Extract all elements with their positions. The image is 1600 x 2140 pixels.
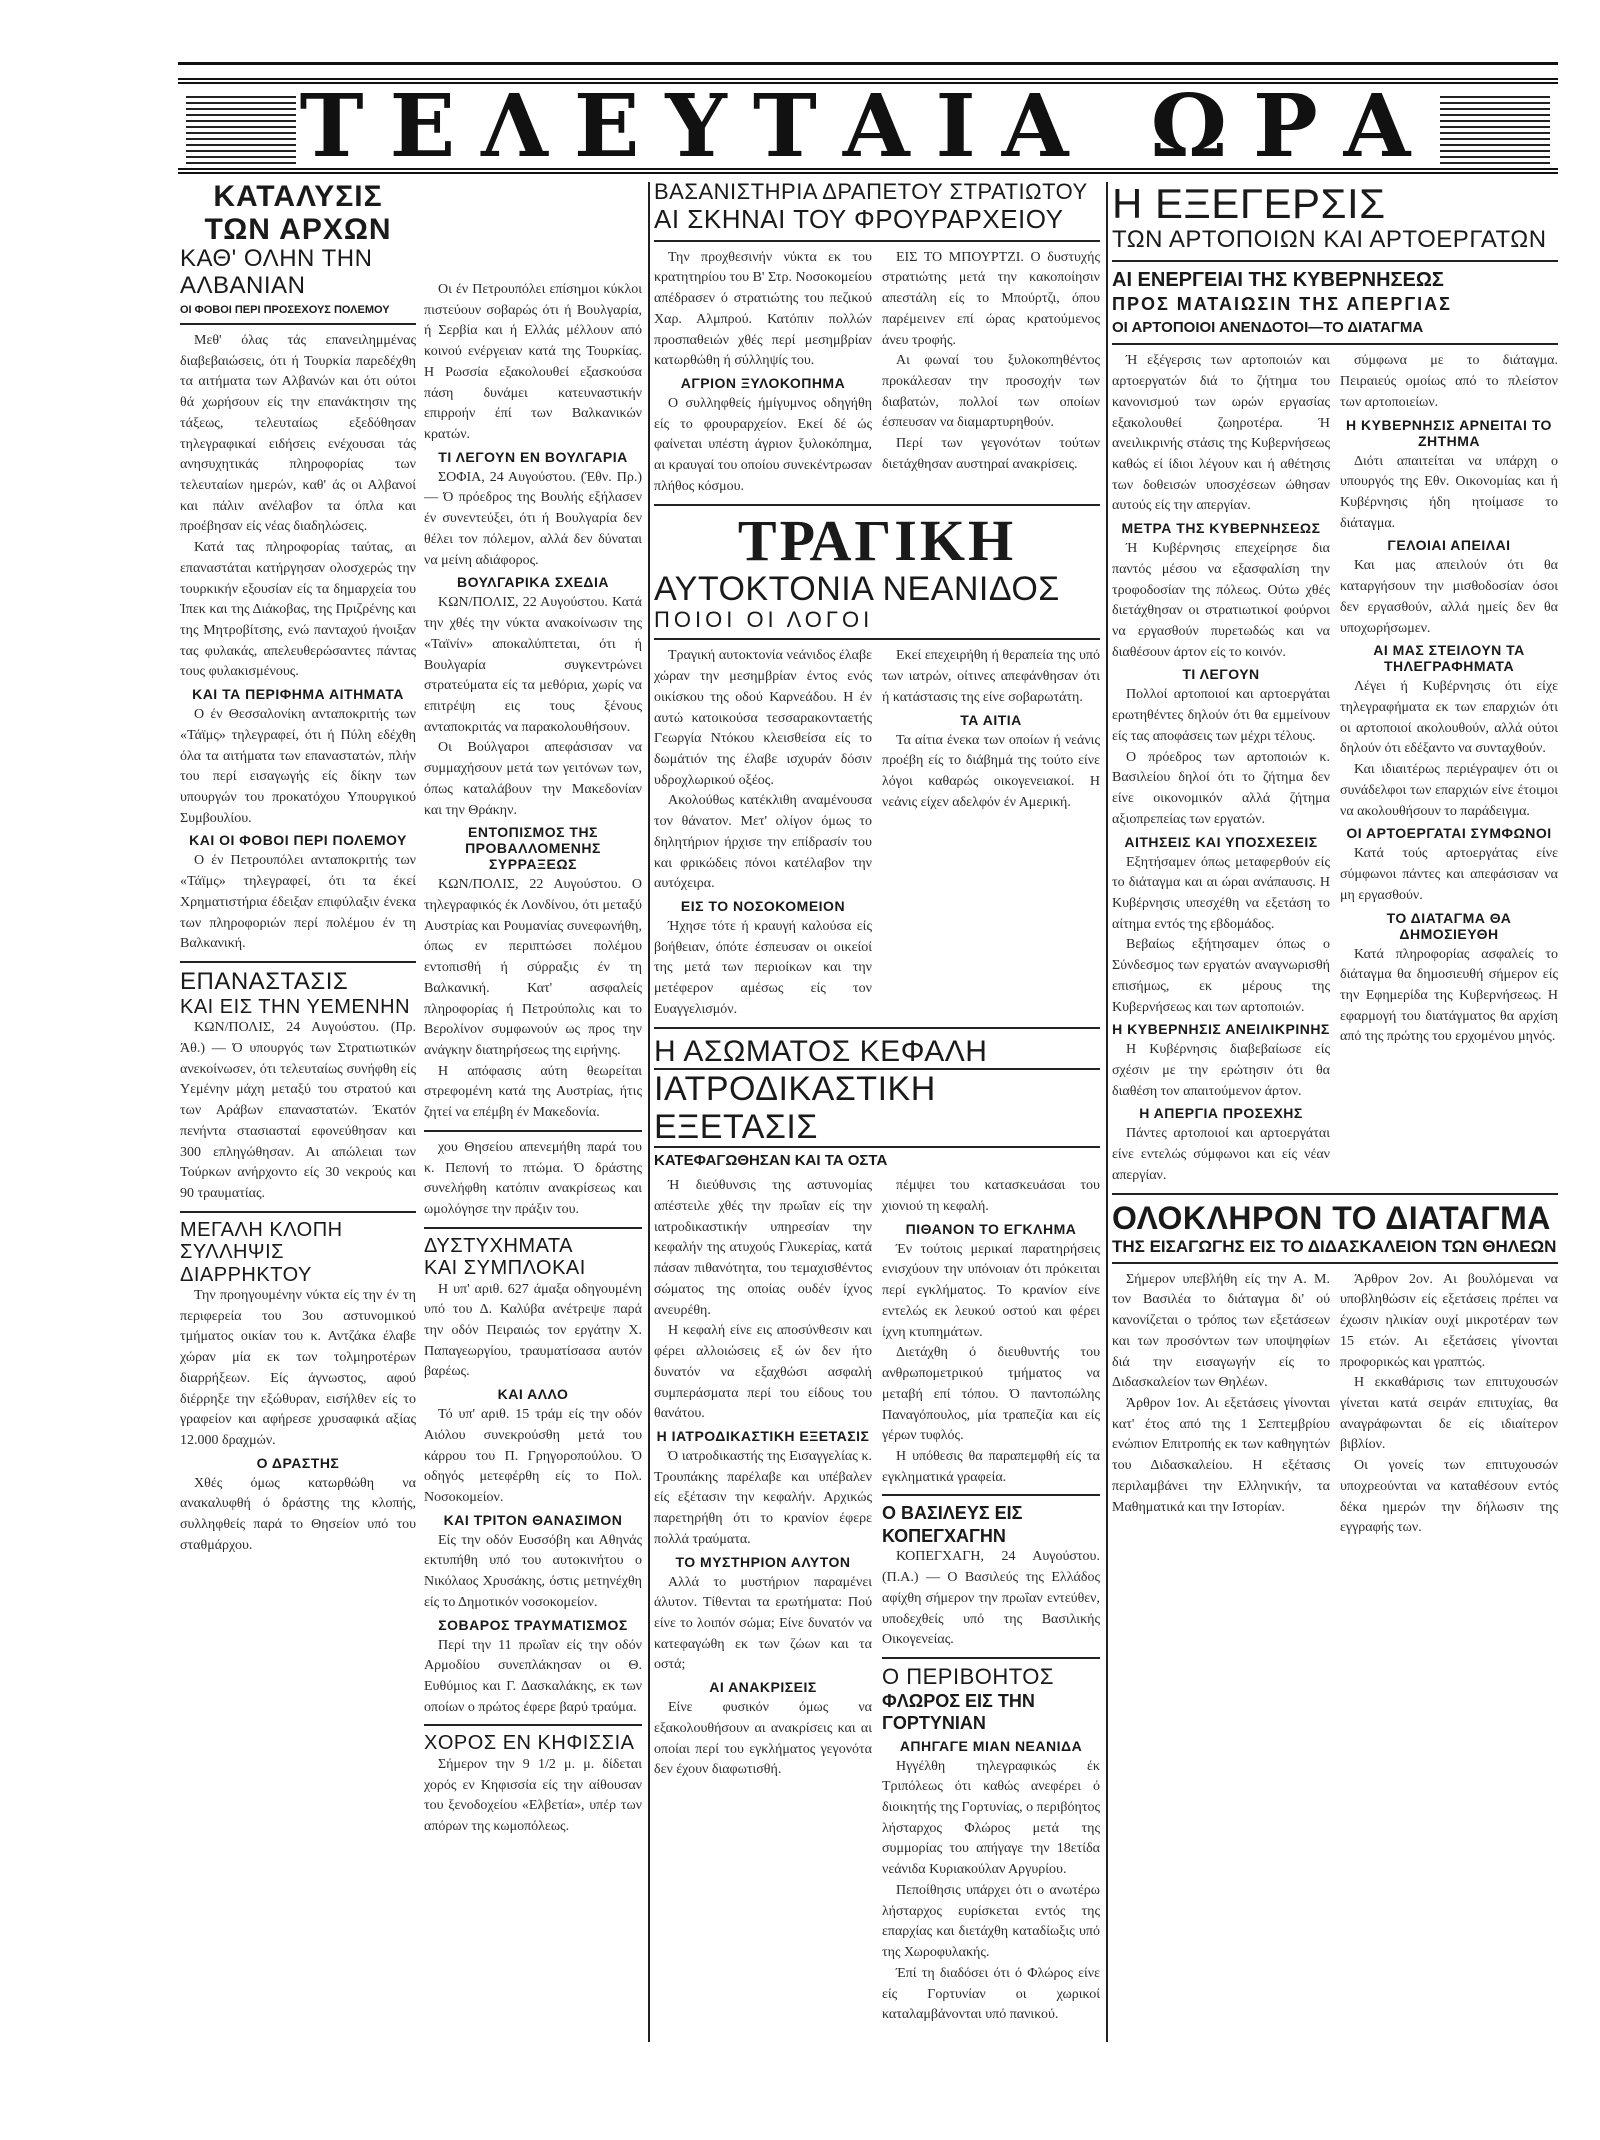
headline: ΚΑΘ' ΟΛΗΝ ΤΗΝ ΑΛΒΑΝΙΑΝ: [180, 245, 373, 299]
divider: [1112, 1193, 1558, 1195]
section-subhead: ΤΟ ΜΥΣΤΗΡΙΟΝ ΑΛΥΤΟΝ: [675, 1553, 851, 1570]
article-paragraph: Ή διεύθυνσις της αστυνομίας απέστειλε χθές την πρωΐαν είς την ιατροδικαστικήν υπηρεσίαν την κεφαλήν της ατυχούς Γλυκερίας, κατά πάσαν πιθανότητα, του τεμαχισθέντος σώματος της οποίας ουδέν ίχνος ανευρέθη.: [654, 1178, 872, 1318]
section-subhead: ΤΙ ΛΕΓΟΥΝ ΕΝ ΒΟΥΛΓΑΡΙΑ: [438, 448, 628, 465]
headline: ΟΛΟΚΛΗΡΟΝ ΤΟ ΔΙΑΤΑΓΜΑ: [1112, 1199, 1551, 1236]
masthead-hatch-right: [1440, 92, 1550, 164]
headline: Η ΑΣΩΜΑΤΟΣ ΚΕΦΑΛΗ: [654, 1034, 988, 1068]
article-paragraph: Ηγγέλθη τηλεγραφικώς έκ Τριπόλεως ότι καθώς ανεφέρει ό διοικητής της Γορτυνίας, ο περιβόητος λήσταρχος Φλώρος μετά της συμμορίας του απήγαγε την 18ετίδα νεάνιδα Κυριακούλαν Αργυρίου.: [882, 1758, 1100, 1878]
subcolumn: [1112, 351, 1330, 1186]
column-separator: [1106, 182, 1108, 2042]
article-paragraph: Είνε φυσικόν όμως να εξακολουθήσουν αι ανακρίσεις και αι οποίαι περί του εγκλήματος γεγονότα δεν έχουν διαφωτισθή.: [654, 1700, 872, 1778]
article-paragraph: Διότι απαιτείται να υπάρχη ο υπουργός της Εθν. Οικονομίας και ή Κυβέρνησις ήδη ητοίμασε το διάταγμα.: [1340, 453, 1558, 531]
column-2: [424, 280, 642, 2140]
article-paragraph: Πάντες αρτοποιοί και αρτοεργάται είνε εντελώς σύμφωνοι και είς νέαν απεργίαν.: [1112, 1126, 1330, 1183]
article-paragraph: Ο έν Πετρουπόλει ανταποκριτής των «Τάϊμς» τηλεγραφεί, ότι τα έκεί Χρηματιστήρια έδειξαν επιφύλαξιν ένεκα των πληροφοριών περί πολέμου έν τη Βαλκανική.: [180, 853, 416, 952]
subcolumn: [882, 646, 1100, 1020]
section-subhead: ΠΙΘΑΝΟΝ ΤΟ ΕΓΚΛΗΜΑ: [905, 1220, 1077, 1237]
article-paragraph: ΣΟΦΙΑ, 24 Αυγούστου. (Έθν. Πρ.) — Ό πρόεδρος της Βουλής εξήλασεν έν συνεντεύξει, ότι ή Βουλγαρία δεν θέλει τον πόλεμον, αλλά δεν δύναται να μείνη αδιάφορος.: [424, 469, 642, 568]
section-subhead: ΚΑΙ ΑΛΛΟ: [497, 1386, 569, 1403]
divider: [654, 240, 1100, 242]
masthead: [178, 75, 1558, 177]
section-subhead: ΚΑΙ ΤΡΙΤΟΝ ΘΑΝΑΣΙΜΟΝ: [443, 1511, 623, 1528]
section-subhead: ΕΝΤΟΠΙΣΜΟΣ ΤΗΣ ΠΡΟΒΑΛΛΟΜΕΝΗΣ ΣΥΡΡΑΞΕΩΣ: [465, 824, 601, 873]
headline: ΤΗΣ ΕΙΣΑΓΩΓΗΣ ΕΙΣ ΤΟ ΔΙΔΑΣΚΑΛΕΙΟΝ ΤΩΝ ΘΗΛΕΩΝ: [1112, 1236, 1558, 1263]
subheadline: ΟΙ ΦΟΒΟΙ ΠΕΡΙ ΠΡΟΣΕΧΟΥΣ ΠΟΛΕΜΟΥ: [180, 303, 390, 316]
article-paragraph: Βεβαίως εξήτησαμεν όπως ο Σύνδεσμος των εργατών αναγνωρισθή επισήμως, εκ μέρους της Κυβερνήσεως και των αρτοποιών.: [1112, 937, 1330, 1015]
divider: [1112, 260, 1558, 262]
subcolumn: [654, 646, 872, 1020]
two-column-block: [1112, 351, 1558, 1186]
article-paragraph: Και μας απειλούν ότι θα καταργήσουν την μισθοδοσίαν όσοι δεν εργασθούν, αλλά ημείς δεν θα υποχωρήσωμεν.: [1340, 558, 1558, 636]
article-paragraph: Η υπόθεσις θα παραπεμφθή είς τα εγκληματικά γραφεία.: [882, 1448, 1100, 1485]
article-paragraph: Η εκκαθάρισις των επιτυχουσών γίνεται κατά σειράν επιτυχίας, θα αναγράφωνται δε είς ιδιαίτερον βιβλίον.: [1340, 1375, 1558, 1453]
article-paragraph: Ακολούθως κατέκλιθη αναμένουσα τον θάνατον. Μετ' ολίγον όμως το δηλητήριον ήρχισε την επίδρασίν του και φρικώδεις πόνοι κατέλαβον την αυτόχειρα.: [654, 793, 872, 892]
headline: ΠΡΟΣ ΜΑΤΑΙΩΣΙΝ ΤΗΣ ΑΠΕΡΓΙΑΣ: [1112, 293, 1452, 314]
headline: ΚΑΤΑΛΥΣΙΣ ΤΩΝ ΑΡΧΩΝ: [204, 180, 392, 246]
article-paragraph: Η απόφασις αύτη θεωρείται στρεφομένη κατά της Αυστρίας, ήτις ζητεί να επέμβη έν Μακεδονία.: [424, 1063, 642, 1121]
headline: ΧΟΡΟΣ ΕΝ ΚΗΦΙΣΣΙΑ: [424, 1732, 635, 1755]
headline: ΦΛΩΡΟΣ ΕΙΣ ΤΗΝ ΓΟΡΤΥΝΙΑΝ: [882, 1690, 1035, 1734]
article-paragraph: Έν τούτοις μερικαί παρατηρήσεις ενισχύουν την υπόνοιαν ότι πρόκειται περί εγκλήματος. Το κρανίον είνε εντελώς εκ λευκού οστού και φέρει ίχνη κτυπημάτων.: [882, 1241, 1100, 1340]
section-subhead: ΑΙ ΜΑΣ ΣΤΕΙΛΟΥΝ ΤΑ ΤΗΛΕΓΡΑΦΗΜΑΤΑ: [1373, 642, 1525, 675]
two-column-block: [654, 248, 1100, 498]
article-paragraph: Μεθ' όλας τάς επανειλημμένας διαβεβαιώσεις, ότι ή Τουρκία παρεδέχθη τα αιτήματα των Αλβανών και ότι ούτοι θά χωρήσουν είς την επανάκτησιν της τάξεως, τελευταίως εξεδόθησαν τηλεγραφικαί ειδήσεις ενέχουσαι τάς ανησυχητικάς πληροφορίας των τελευταίων ημερών, καθ' άς οι Αλβανοί και πάλιν ανέλαβον τα όπλα και προέβησαν είς νέας διαδηλώσεις.: [180, 332, 416, 535]
headline: ΕΠΑΝΑΣΤΑΣΙΣ: [180, 968, 349, 996]
section-subhead: ΤΙ ΛΕΓΟΥΝ: [1182, 666, 1260, 683]
article-paragraph: Ο έν Θεσσαλονίκη ανταποκριτής των «Τάϊμς» τηλεγραφεί, ότι ή Πύλη εδέχθη όλα τα αιτήματα των επαναστατών, πλήν του περί εισαγωγής είς δίκην των υπουργών του προκατόχου Υπουργικού Συμβουλίου.: [180, 707, 416, 826]
divider: [654, 1027, 1100, 1029]
section-subhead: Η ΑΠΕΡΓΙΑ ΠΡΟΣΕΧΗΣ: [1139, 1105, 1303, 1122]
divider: [882, 1657, 1100, 1659]
article-paragraph: Ή εξέγερσις των αρτοποιών και αρτοεργατών διά το ζήτημα του κανονισμού των ωρών εργασίας εξακολουθεί ζωηροτέρα. Ή ανειλικρινής στάσις της Κυβερνήσεως καθώς εί ίδιοι λέγουν και ή αθέτησις των δοθεισών υποσχέσεων ώθησαν αυτούς είς την απεργίαν.: [1112, 353, 1330, 514]
article-paragraph: Οι Βούλγαροι απεφάσισαν να συμμαχήσουν μετά των γειτόνων των, όπως καταλάβουν την Μακεδονίαν και την Θράκην.: [424, 740, 642, 818]
section-subhead: ΚΑΙ ΟΙ ΦΟΒΟΙ ΠΕΡΙ ΠΟΛΕΜΟΥ: [189, 832, 407, 849]
article-paragraph: Λέγει ή Κυβέρνησις ότι είχε τηλεγραφήματα εκ των επαρχιών ότι οι αρτοποιοί ακολουθούν, αλλά ούτοι δηλούν ότι εδέξαντο να συνταχθούν.: [1340, 679, 1558, 757]
headline: ΑΥΤΟΚΤΟΝΙΑ ΝΕΑΝΙΔΟΣ: [654, 569, 1060, 608]
headline: ΣΥΛΛΗΨΙΣ ΔΙΑΡΡΗΚΤΟΥ: [180, 1241, 312, 1286]
article-paragraph: Πολλοί αρτοποιοί και αρτοεργάται ερωτηθέντες δηλούν ότι θα εμμείνουν είς τας αποφάσεις των μέχρι τέλους.: [1112, 687, 1330, 744]
subcolumn: [882, 248, 1100, 498]
article-paragraph: χου Θησείου απενεμήθη παρά του κ. Πεπονή το πτώμα. Ό δράστης συνελήφθη κατόπιν ανακρίσεως και ωμολόγησε την πράξιν του.: [424, 1139, 642, 1218]
two-column-block: [654, 646, 1100, 1020]
column-separator: [648, 182, 650, 2042]
masthead-title: ΤΕΛΕΥΤΑΙΑ ΩΡΑ: [299, 75, 1437, 177]
article-paragraph: ΚΩΝ/ΠΟΛΙΣ, 22 Αυγούστου. Ο τηλεγραφικός έκ Λονδίνου, ότι μεταξύ Αυστρίας και Ρουμανίας συνεφωνήθη, όπως εν περιπτώσει πολέμου εντοπισθή ή σύρραξις έν τη Βαλκανική. Κατ' ασφαλείς πληροφορίας ή Πετρούπολις και το Βερολίνον συμφωνούν ως προς την ανάγκην διατηρήσεως της ειρήνης.: [424, 877, 642, 1058]
article-paragraph: Εκεί επεχειρήθη ή θεραπεία της υπό των ιατρών, οίτινες απεφάνθησαν ότι ή κατάστασις της είνε σοβαρωτάτη.: [882, 648, 1100, 705]
article-paragraph: Σήμερον υπεβλήθη είς την Α. Μ. τον Βασιλέα το διάταγμα δι' ού κανονίζεται ο τρόπος των εξετάσεων και των προσόντων των υποψηφίων διά την εισαγωγήν είς το Διδασκαλείον των Θηλέων.: [1112, 1271, 1330, 1391]
subcolumn: [654, 1176, 872, 2026]
headline: ΜΕΓΑΛΗ ΚΛΟΠΗ: [180, 1218, 343, 1241]
article-paragraph: Η κεφαλή είνε εις αποσύνθεσιν και φέρει αλλοιώσεις εξ ών δεν ήτο δυνατόν να εξαχθώσι ασφαλή συμπεράσματα περί του είδους του θανάτου.: [654, 1323, 872, 1422]
two-column-block: [1112, 1270, 1558, 1539]
section-subhead: ΑΙΤΗΣΕΙΣ ΚΑΙ ΥΠΟΣΧΕΣΕΙΣ: [1124, 833, 1318, 850]
article-paragraph: Ο πρόεδρος των αρτοποιών κ. Βασιλείου δηλοί ότι το ζήτημα δεν είνε οικονομικόν αλλά ζήτημα αξιοπρεπείας των εργατών.: [1112, 749, 1330, 827]
headline: ΚΑΙ ΕΙΣ ΤΗΝ ΥΕΜΕΝΗΝ: [180, 995, 411, 1018]
article-paragraph: Την προηγουμένην νύκτα είς την έν τη περιφερεία του 3ου αστυνομικού τμήματος οικίαν του κ. Αντζάκα έλαβε χώραν μία εκ των τολμηροτέρων διαρρήξεων. Είς άγνωστος, αφού διέρρηξε την εξώθυραν, εισήλθεν είς το γραφείον και αφήρεσε χρυσαφικά αξίας 12.000 δραχμών.: [180, 1287, 416, 1448]
section-subhead: ΒΟΥΛΓΑΡΙΚΑ ΣΧΕΔΙΑ: [457, 574, 609, 591]
section-subhead: ΜΕΤΡΑ ΤΗΣ ΚΥΒΕΡΝΗΣΕΩΣ: [1121, 520, 1321, 537]
article-paragraph: σύμφωνα με το διάταγμα. Πειραιεύς ομοίως από το πλείστον των αρτοποιείων.: [1340, 353, 1558, 410]
section-subhead: Η ΚΥΒΕΡΝΗΣΙΣ ΑΡΝΕΙΤΑΙ ΤΟ ΖΗΤΗΜΑ: [1346, 416, 1552, 449]
section-subhead: Ο ΔΡΑΣΤΗΣ: [256, 1454, 340, 1471]
section-subhead: ΓΕΛΟΙΑΙ ΑΠΕΙΛΑΙ: [1387, 537, 1511, 554]
headline: ΙΑΤΡΟΔΙΚΑΣΤΙΚΗ ΕΞΕΤΑΣΙΣ: [654, 1068, 1100, 1148]
section-subhead: Η ΙΑΤΡΟΔΙΚΑΣΤΙΚΗ ΕΞΕΤΑΣΙΣ: [656, 1427, 870, 1444]
article-paragraph: Σήμερον την 9 1/2 μ. μ. δίδεται χορός εν Κηφισσία είς την αίθουσαν του ξενοδοχείου «Ελβετία», υπέρ των απόρων της κωμοπόλεως.: [424, 1756, 642, 1835]
section-subhead: ΤΑ ΑΙΤΙΑ: [960, 711, 1022, 728]
article-paragraph: Κατά τούς αρτοεργάτας είνε σύμφωνοι πάντες και απεφάσισαν να μη εργασθούν.: [1340, 846, 1558, 903]
subheadline: ΚΑΤΕΦΑΓΩΘΗΣΑΝ ΚΑΙ ΤΑ ΟΣΤΑ: [654, 1152, 888, 1170]
article-paragraph: Είς την οδόν Ευσσόβη και Αθηνάς εκτυπήθη υπό του αυτοκινήτου ο Νικόλαος Χρυσάκης, όστις μετηνέχθη είς το Δημοτικόν νοσοκομείον.: [424, 1532, 642, 1610]
article-paragraph: Εξητήσαμεν όπως μεταφερθούν είς το διάταγμα και αι ώραι ανάπαυσις. Η Κυβέρνησις υπεσχέθη να εξετάση το αίτημα εντός της εβδομάδος.: [1112, 854, 1330, 932]
section-subhead: ΕΙΣ ΤΟ ΝΟΣΟΚΟΜΕΙΟΝ: [680, 897, 846, 914]
article-paragraph: Έπί τη διαδόσει ότι ό Φλώρος είνε είς Γορτυνίαν οι χωρικοί καταλαμβάνονται υπό πανικού.: [882, 1965, 1100, 2023]
masthead-hatch-left: [186, 92, 296, 164]
subcolumn: [882, 1176, 1100, 2026]
article-paragraph: Οι έν Πετρουπόλει επίσημοι κύκλοι πιστεύουν σοβαρώς ότι ή Βουλγαρία, ή Σερβία και ή Ελλάς μέλλουν από κοινού ενέργειαν κατά της Τουρκίας. Η Ρωσσία εξακολουθεί εξασκούσα πάση δυνάμει κατευναστικήν επιρροήν έπί των Βαλκανικών κρατών.: [424, 282, 642, 443]
article-paragraph: ΚΩΝ/ΠΟΛΙΣ, 22 Αυγούστου. Κατά την χθές την νύκτα ανακοίνωσιν της «Ταϊνίν» αποκαλύπτεται, ότι ή Βουλγαρία συγκεντρώνει στρατεύματα είς τα μεθόρια, χωρίς να επιτρέψη εις τους ξένους ανταποκριτάς να παρακολουθήσουν.: [424, 595, 642, 735]
article-paragraph: Οι γονείς των επιτυχουσών υποχρεούνται να καταθέσουν εντός δέκα ημερών την δήλωσιν της εγγραφής των.: [1340, 1458, 1558, 1536]
headline: ΔΥΣΤΥΧΗΜΑΤΑ: [424, 1234, 574, 1257]
headline: Ο ΠΕΡΙΒΟΗΤΟΣ: [882, 1663, 1054, 1689]
article-paragraph: Ό ιατροδικαστής της Εισαγγελίας κ. Τρουπάκης παρέλαβε και υπέβαλεν είς εξέτασιν την κεφαλήν. Αρχικώς παρετηρήθη ότι το κρανίον έφερε πολλά τραύματα.: [654, 1448, 872, 1547]
divider: [424, 1130, 642, 1132]
headline: ΤΡΑΓΙΚΗ: [737, 507, 1017, 573]
article-paragraph: ΚΩΝ/ΠΟΛΙΣ, 24 Αυγούστου. (Πρ. Άθ.) — Ό υπουργός των Στρατιωτικών ανεκοίνωσεν, ότι τελευταίως συνήφθη είς Υεμένην μάχη μεταξύ του στρατού και των Αράβων επαναστατών. Έκατόν πενήντα στασιασταί εφονεύθησαν και 300 επληγώθησαν. Αι απώλειαι των Τούρκων ανήρχοντο είς 30 νεκρούς και 90 τραυματίας.: [180, 1020, 416, 1202]
subcolumn: [1112, 1270, 1330, 1539]
section-subhead: ΚΑΙ ΤΑ ΠΕΡΙΦΗΜΑ ΑΙΤΗΜΑΤΑ: [192, 686, 404, 703]
section-subhead: ΤΟ ΔΙΑΤΑΓΜΑ ΘΑ ΔΗΜΟΣΙΕΥΘΗ: [1386, 909, 1512, 942]
article-paragraph: Και ιδιαιτέρως περιέγραψεν ότι οι συνάδελφοι των επαρχιών είνε έτοιμοι να ακολουθήσουν το παράδειγμα.: [1340, 762, 1558, 819]
article-paragraph: ΚΟΠΕΓΧΑΓΗ, 24 Αυγούστου. (Π.Α.) — Ο Βασιλεύς της Ελλάδος αφίχθη σήμερον την πρωΐαν εντεύθεν, υποδεχθείς υπό της Βασιλικής Οικογενείας.: [882, 1549, 1100, 1648]
article-paragraph: Ή Κυβέρνησις επεχείρησε δια παντός μέσου να εξασφαλίση την τροφοδοσίαν της πόλεως. Ούτω χθές διετάχθησαν οι στρατιωτικοί φούρνοι να εργασθούν πυρετωδώς και να διαθέσουν άρτον είς το κοινόν.: [1112, 541, 1330, 660]
article-paragraph: Τραγική αυτοκτονία νεάνιδος έλαβε χώραν την μεσημβρίαν έντος ενός οικίσκου της οδού Καρνεάδου. Η έν αυτώ κατοικούσα τεσσαρακονταετής Γεωργία Ντόκου κλεισθείσα είς το δωμάτιόν της έλαβε ισχυράν δόσιν υδροχλωρικού οξέος.: [654, 648, 872, 788]
column-1: [180, 180, 416, 2040]
column-5: [1112, 180, 1558, 2040]
headline: ΑΙ ΣΚΗΝΑΙ ΤΟΥ ΦΡΟΥΡΑΡΧΕΙΟΥ: [654, 203, 1064, 234]
headline: Ο ΒΑΣΙΛΕΥΣ ΕΙΣ ΚΟΠΕΓΧΑΓΗΝ: [882, 1503, 1023, 1546]
two-column-block: [654, 1176, 1100, 2026]
divider: [654, 638, 1100, 640]
headline: ΚΑΙ ΣΥΜΠΛΟΚΑΙ: [424, 1257, 586, 1280]
divider: [654, 504, 1100, 506]
article-paragraph: Διετάχθη ό διευθυντής του ανθρωπομετρικού τμήματος να μεταβή επί τόπου. Ό παντοπώλης Παναγόπουλος, μία τραπεζία και είς γέρων τυφλός.: [882, 1345, 1100, 1444]
headline: ΤΩΝ ΑΡΤΟΠΟΙΩΝ ΚΑΙ ΑΡΤΟΕΡΓΑΤΩΝ: [1112, 226, 1547, 254]
article-paragraph: Άρθρον 1ον. Αι εξετάσεις γίνονται κατ' έτος από της 1 Σεπτεμβρίου ενώπιον Επιτροπής εκ των καθηγητών του Διδασκαλείου. Η εξέτασις περιλαμβάνει την Ελληνικήν, τα Μαθηματικά και την Ιστορίαν.: [1112, 1395, 1330, 1515]
headline: ΠΟΙΟΙ ΟΙ ΛΟΓΟΙ: [654, 606, 874, 632]
article-paragraph: Χθές όμως κατωρθώθη να ανακαλυφθή ό δράστης της κλοπής, συλληφθείς παρά το Θησείον υπό του σταθμάρχου.: [180, 1475, 416, 1553]
article-paragraph: Ήχησε τότε ή κραυγή καλούσα είς βοήθειαν, όπότε έσπευσαν οι οικείοί της μετά των περιοίκων και την μετέφερον αμέσως είς τον Ευαγγελισμόν.: [654, 918, 872, 1017]
divider: [1112, 343, 1558, 345]
section-subhead: ΑΓΡΙΟΝ ΞΥΛΟΚΟΠΗΜΑ: [680, 375, 846, 392]
section-subhead: Η ΚΥΒΕΡΝΗΣΙΣ ΑΝΕΙΛΙΚΡΙΝΗΣ: [1112, 1021, 1330, 1038]
article-paragraph: Περί την 11 πρωΐαν είς την οδόν Αρμοδίου συνεπλάκησαν οι Θ. Ευθύμιος και Γ. Δασκαλάκης, εκ των οποίων ο πρώτος έφερε βαρύ τραύμα.: [424, 1637, 642, 1715]
subcolumn: [654, 248, 872, 498]
divider: [180, 323, 416, 325]
article-paragraph: Τα αίτια ένεκα των οποίων ή νεάνις προέβη είς το διάβημά της τούτο είνε λόγοι καθαρώς οικογενειακοί. Η νεάνις είχεν αδελφόν έν Αμερική.: [882, 732, 1100, 810]
article-paragraph: πέμψει του κατασκευάσαι του χιονιού τη κεφαλή.: [882, 1178, 1100, 1215]
article-paragraph: Αλλά το μυστήριον παραμένει άλυτον. Τίθενται τα ερωτήματα: Πού είνε το λοιπόν σώμα; Είνε δυνατόν να κατεφαγώθη εκ των ζώων και τα οστά;: [654, 1574, 872, 1673]
divider: [424, 1227, 642, 1229]
section-subhead: ΑΠΗΓΑΓΕ ΜΙΑΝ ΝΕΑΝΙΔΑ: [899, 1737, 1083, 1754]
headline: ΒΑΣΑΝΙΣΤΗΡΙΑ ΔΡΑΠΕΤΟΥ ΣΤΡΑΤΙΩΤΟΥ: [654, 180, 1088, 204]
top-rule: [178, 62, 1558, 65]
article-paragraph: Η υπ' αριθ. 627 άμαξα οδηγουμένη υπό του Δ. Καλύβα ανέτρεψε παρά την οδόν Πειραιώς τον εργάτην Χ. Παπαγεωργίου, τραυματίσασα αυτόν βαρέως.: [424, 1281, 642, 1380]
article-paragraph: Τό υπ' αριθ. 15 τράμ είς την οδόν Αιόλου συνεκρούσθη μετά του κάρρου του Π. Γρηγοροπούλου. Ό οδηγός μετεφέρθη είς το Πολ. Νοσοκομείον.: [424, 1407, 642, 1505]
subcolumn: [1340, 351, 1558, 1186]
section-subhead: ΑΙ ΑΝΑΚΡΙΣΕΙΣ: [709, 1679, 817, 1696]
article-paragraph: Πεποίθησις υπάρχει ότι ο ανωτέρω λήσταρχος ευρίσκεται εντός της επαρχίας και διετάχθη καταδίωξις υπό της Χωροφυλακής.: [882, 1882, 1100, 1961]
article-paragraph: Αι φωναί του ξυλοκοπηθέντος προκάλεσαν την προσοχήν των διαβατών, πολλοί των οποίων έσπευσαν να διαμαρτυρηθούν.: [882, 353, 1100, 431]
article-paragraph: Η Κυβέρνησις διαβεβαίωσε είς σχέσιν με την ερώτησιν ότι θα διαθέση τον απαιτούμενον άρτον.: [1112, 1042, 1330, 1099]
divider: [424, 1724, 642, 1726]
column-3: [654, 180, 1100, 2040]
section-subhead: ΣΟΒΑΡΟΣ ΤΡΑΥΜΑΤΙΣΜΟΣ: [438, 1616, 628, 1633]
article-paragraph: Την προχθεσινήν νύκτα εκ του κρατητηρίου του Β' Στρ. Νοσοκομείου απέδρασεν ό στρατιώτης του πεζικού Χαρ. Αλμπρού. Κατόπιν πολλών προσπαθειών χθές περί μεσημβρίαν κατωρθώθη ή σύλληψίς του.: [654, 249, 872, 369]
subcolumn: [1340, 1270, 1558, 1539]
divider: [882, 1494, 1100, 1496]
headline: Η ΕΞΕΓΕΡΣΙΣ: [1112, 180, 1386, 227]
article-paragraph: Κατά τας πληροφορίας ταύτας, αι επαναστάται κατήργησαν ολοσχερώς την τουρκικήν εξουσίαν είς τα δημαρχεία του Ίπεκ και της Διάκοβας, της Πριζρένης και της Μητροβίτσης, ενώ πανταχού ήνοιξαν τας φυλακάς, απελευθερώσαντες πάντας τους φυλακισμένους.: [180, 540, 416, 680]
article-paragraph: ΕΙΣ ΤΟ ΜΠΟΥΡΤΖΙ. Ο δυστυχής στρατιώτης μετά την κακοποίησιν απεστάλη είς το Μπούρτζι, όπου παρέμεινεν επί ώρας κρατούμενος άνευ τροφής.: [882, 249, 1100, 348]
article-paragraph: Περί των γεγονότων τούτων διετάχθησαν αυστηραί ανακρίσεις.: [882, 436, 1100, 472]
headline: ΑΙ ΕΝΕΡΓΕΙΑΙ ΤΗΣ ΚΥΒΕΡΝΗΣΕΩΣ: [1112, 268, 1444, 291]
divider: [180, 961, 416, 963]
subheadline: ΟΙ ΑΡΤΟΠΟΙΟΙ ΑΝΕΝΔΟΤΟΙ—ΤΟ ΔΙΑΤΑΓΜΑ: [1112, 319, 1424, 337]
section-subhead: ΟΙ ΑΡΤΟΕΡΓΑΤΑΙ ΣΥΜΦΩΝΟΙ: [1346, 825, 1552, 842]
divider: [180, 1211, 416, 1213]
article-paragraph: Κατά πληροφορίας ασφαλείς το διάταγμα θα δημοσιευθή σήμερον είς την Εφημερίδα της Κυβερνήσεως. Η εφαρμογή του διατάγματος θα αρχίση από της πρώτης του ερχομένου μηνός.: [1340, 946, 1558, 1045]
article-paragraph: Άρθρον 2ον. Αι βουλόμεναι να υποβληθώσιν είς εξετάσεις πρέπει να έχωσιν ηλικίαν ουχί μικροτέραν των 15 ετών. Αι εξετάσεις γίνονται προφορικώς και γραπτώς.: [1340, 1271, 1558, 1370]
article-paragraph: Ο συλληφθείς ήμίγυμνος οδηγήθη είς το φρουραρχείον. Εκεί δέ ώς φαίνεται υπέστη άγριον ξυλοκόπημα, αι κραυγαί του οποίου συνεκέντρωσαν πλήθος κόσμου.: [654, 396, 873, 494]
